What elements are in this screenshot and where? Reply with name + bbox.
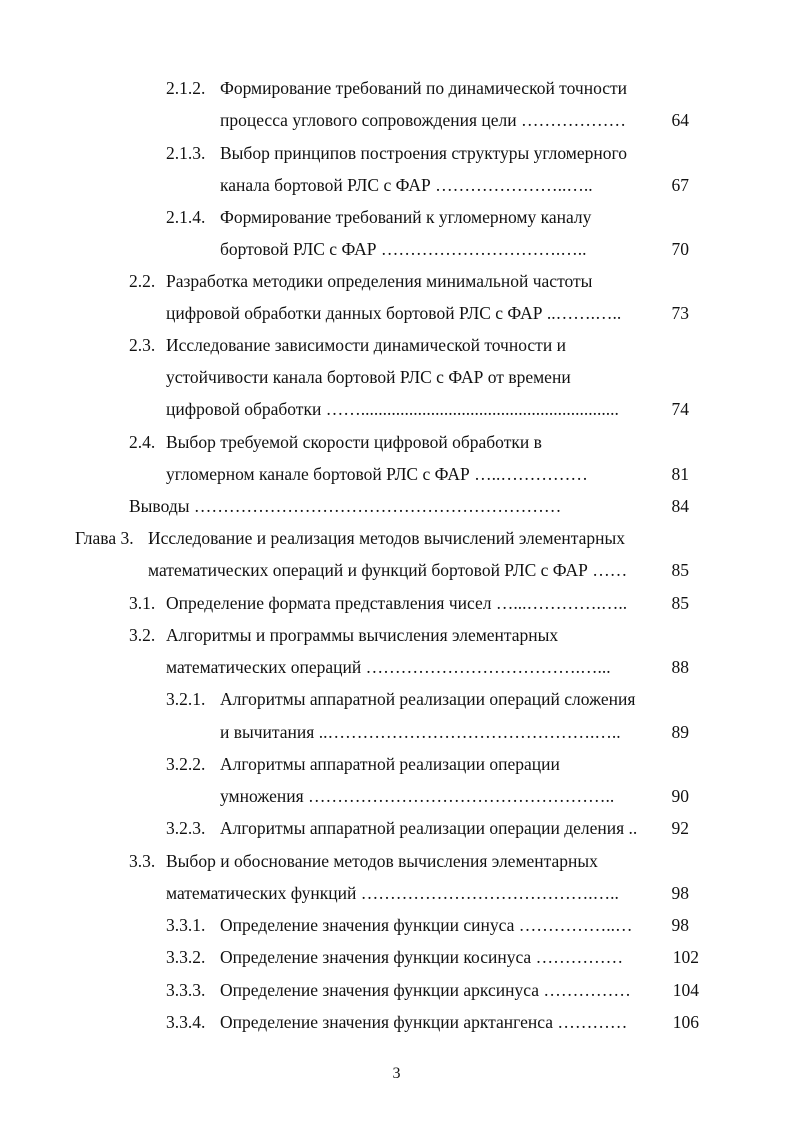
toc-entry-number: 3.2.3. (166, 818, 206, 838)
toc-entry-title-cont: математических операций ……………………………….…... (166, 657, 611, 677)
toc-page-number: 104 (672, 980, 699, 1000)
toc-entry-title: Алгоритмы и программы вычисления элементарных (166, 625, 559, 645)
toc-entry-title: Определение значения функции арксинуса …………… (220, 980, 631, 1000)
toc-entry-number: 3.2.2. (166, 754, 206, 774)
toc-page-number: 70 (671, 239, 689, 259)
toc-entry-number: 2.2. (129, 271, 156, 291)
toc-entry-title-cont: и вычитания ..……………………………………….….. (220, 722, 621, 742)
toc-entry-title: Алгоритмы аппаратной реализации операций сложения (220, 689, 636, 709)
toc-page-number: 102 (672, 947, 699, 967)
toc-entry-title: Определение значения функции косинуса …………… (220, 947, 624, 967)
toc-entry-title: Выводы ……………………………………………………… (129, 496, 562, 516)
toc-entry-title-cont: математических функций ………………………………….….. (166, 883, 619, 903)
toc-page-number: 67 (671, 175, 689, 195)
toc-entry-title-cont: угломерном канале бортовой РЛС с ФАР …..…………… (166, 464, 588, 484)
toc-entry-number: 2.3. (129, 335, 156, 355)
toc-entry-number: 3.3.1. (166, 915, 206, 935)
toc-entry-number: 3.2. (129, 625, 156, 645)
toc-entry-number: 3.1. (129, 593, 156, 613)
toc-chapter-title-cont: математических операций и функций бортовой РЛС с ФАР …… (148, 560, 628, 580)
toc-entry-title: Алгоритмы аппаратной реализации операции (220, 754, 560, 774)
toc-entry-title: Выбор и обоснование методов вычисления элементарных (166, 851, 598, 871)
toc-entry-title: Выбор принципов построения структуры угломерного (220, 143, 627, 163)
toc-entry-title-cont: бортовой РЛС с ФАР ………………………….….. (220, 239, 587, 259)
toc-entry-title: Определение формата представления чисел …...………….….. (166, 593, 628, 613)
toc-entry-title: Формирование требований по динамической точности (220, 78, 628, 98)
toc-entry-title: Исследование зависимости динамической точности и (166, 335, 566, 355)
toc-entry-number: 2.1.2. (166, 78, 206, 98)
toc-page-number: 106 (672, 1012, 699, 1032)
toc-page-number: 64 (671, 110, 689, 130)
toc-entry-title-cont: цифровой обработки данных бортовой РЛС с ФАР ..…….….. (166, 303, 622, 323)
toc-entry-number: 3.3.2. (166, 947, 206, 967)
toc-entry-title-cont: умножения …………………………………………….. (220, 786, 615, 806)
toc-entry-number: 3.3.4. (166, 1012, 206, 1032)
page-number: 3 (392, 1065, 401, 1082)
toc-entry-title: Формирование требований к угломерному каналу (220, 207, 592, 227)
toc-entry-title: Алгоритмы аппаратной реализации операции деления .. (220, 818, 638, 838)
toc-entry-number: 3.3.3. (166, 980, 206, 1000)
toc-page-number: 98 (671, 883, 689, 903)
toc-page-number: 90 (671, 786, 689, 806)
toc-page-number: 88 (671, 657, 689, 677)
toc-page-number: 85 (671, 593, 689, 613)
toc-entry-number: 2.4. (129, 432, 156, 452)
toc-entry-title-cont: канала бортовой РЛС с ФАР …………………..….. (220, 175, 593, 195)
toc-entry-title-cont: процесса углового сопровождения цели ……………… (220, 110, 626, 130)
toc-page-number: 98 (671, 915, 689, 935)
toc-entry-title-cont: цифровой обработки ……........................................................... (166, 399, 619, 419)
toc-page-number: 74 (671, 399, 689, 419)
toc-page-number: 73 (671, 303, 689, 323)
toc-entry-number: 2.1.4. (166, 207, 206, 227)
toc-entry-number: 3.2.1. (166, 689, 206, 709)
toc-chapter-number: Глава 3. (75, 528, 134, 548)
toc-entry-title: Разработка методики определения минимальной частоты (166, 271, 593, 291)
toc-page-number: 89 (671, 722, 689, 742)
toc-entry-title: Определение значения функции арктангенса ………… (220, 1012, 628, 1032)
toc-page-number: 81 (671, 464, 689, 484)
toc-entry-number: 2.1.3. (166, 143, 206, 163)
toc-entry-title: Определение значения функции синуса ……………..… (220, 915, 633, 935)
toc-page-number: 92 (671, 818, 689, 838)
toc-entry-title-cont: устойчивости канала бортовой РЛС с ФАР от времени (166, 367, 571, 387)
toc-page-number: 85 (671, 560, 689, 580)
toc-entry-number: 3.3. (129, 851, 156, 871)
toc-page-number: 84 (671, 496, 689, 516)
toc-chapter-title: Исследование и реализация методов вычислений элементарных (148, 528, 625, 548)
toc-entry-title: Выбор требуемой скорости цифровой обработки в (166, 432, 542, 452)
